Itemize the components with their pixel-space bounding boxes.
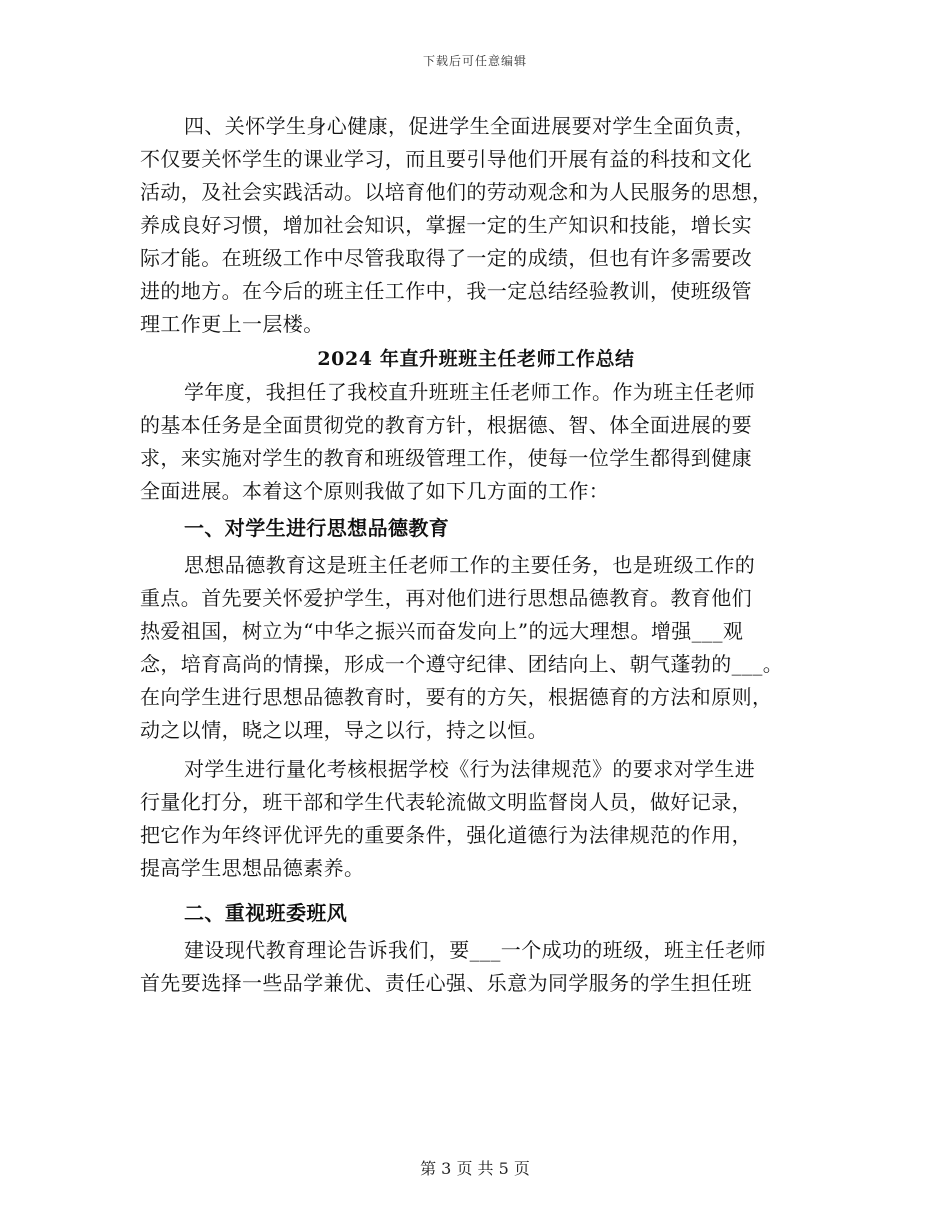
text-line: 对学生进行量化考核根据学校《行为法律规范》的要求对学生进 [184, 757, 756, 781]
text-line: 念，培育高尚的情操，形成一个遵守纪律、团结向上、朝气蓬勃的___。 [140, 652, 784, 676]
text-line: 际才能。在班级工作中尽管我取得了一定的成绩，但也有许多需要改 [140, 246, 752, 270]
section-heading: 二、重视班委班风 [184, 901, 348, 925]
text-line: 理工作更上一层楼。 [140, 312, 324, 336]
paragraph-assessment [140, 753, 812, 885]
document-body [140, 110, 812, 1000]
text-line: 提高学生思想品德素养。 [140, 856, 365, 880]
text-line: 重点。首先要关怀爱护学生，再对他们进行思想品德教育。教育他们 [140, 586, 752, 610]
text-line: 学年度，我担任了我校直升班班主任老师工作。作为班主任老师 [184, 380, 756, 404]
page-footer: 第 3 页 共 5 页 [420, 1159, 530, 1178]
text-line: 建设现代教育理论告诉我们，要___一个成功的班级，班主任老师 [184, 938, 766, 962]
text-line: 养成良好习惯，增加社会知识，掌握一定的生产知识和技能，增长实 [140, 213, 752, 237]
paragraph-class-committee [140, 934, 812, 1000]
text-line: 动之以情，晓之以理，导之以行，持之以恒。 [140, 718, 548, 742]
text-line: 进的地方。在今后的班主任工作中，我一定总结经验教训，使班级管 [140, 279, 752, 303]
document-title: 2024 年直升班班主任老师工作总结 [317, 348, 635, 370]
text-line: 求，来实施对学生的教育和班级管理工作，使每一位学生都得到健康 [140, 446, 752, 470]
page-header: 下载后可任意编辑 [422, 54, 527, 68]
text-line: 的基本任务是全面贯彻党的教育方针，根据德、智、体全面进展的要 [140, 413, 752, 437]
paragraph-intro [140, 376, 812, 508]
text-line: 活动，及社会实践活动。以培育他们的劳动观念和为人民服务的思想， [140, 180, 773, 204]
section-heading: 一、对学生进行思想品德教育 [184, 516, 450, 540]
text-line: 不仅要关怀学生的课业学习，而且要引导他们开展有益的科技和文化 [140, 147, 752, 171]
paragraph-moral-education [140, 549, 812, 747]
text-line: 全面进展。本着这个原则我做了如下几方面的工作： [140, 479, 610, 503]
text-line: 在向学生进行思想品德教育时，要有的方矢，根据德育的方法和原则， [140, 685, 773, 709]
text-line: 思想品德教育这是班主任老师工作的主要任务，也是班级工作的 [184, 553, 756, 577]
text-line: 热爱祖国，树立为“中华之振兴而奋发向上”的远大理想。增强___观 [140, 619, 744, 643]
text-line: 把它作为年终评优评先的重要条件，强化道德行为法律规范的作用， [140, 823, 752, 847]
text-line: 首先要选择一些品学兼优、责任心强、乐意为同学服务的学生担任班 [140, 971, 752, 995]
paragraph-health [140, 110, 812, 341]
text-line: 行量化打分，班干部和学生代表轮流做文明监督岗人员，做好记录， [140, 790, 752, 814]
text-line: 四、关怀学生身心健康，促进学生全面进展要对学生全面负责， [184, 114, 756, 138]
